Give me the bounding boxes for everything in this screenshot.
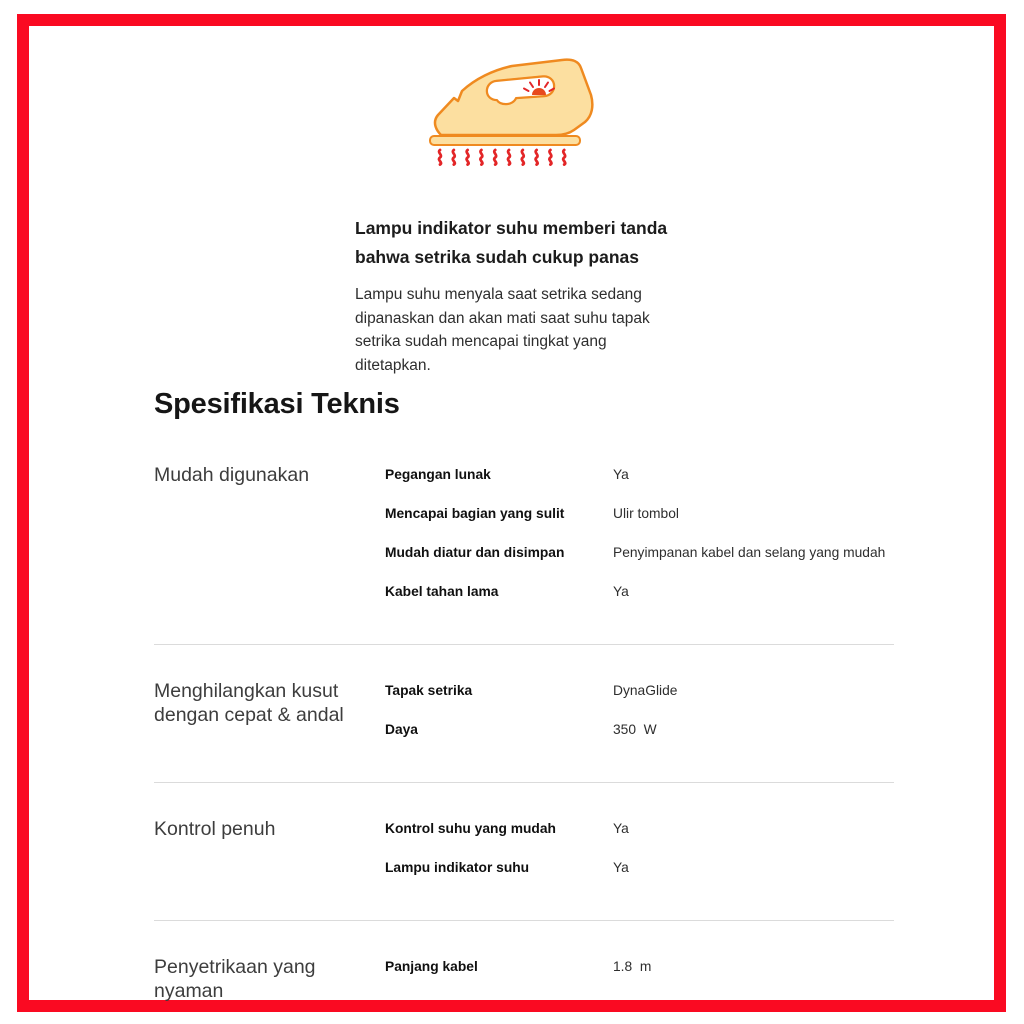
spec-label: Tapak setrika [385, 683, 473, 698]
spec-table [154, 463, 894, 1003]
spec-section-title: Penyetrikaan yang nyaman [154, 956, 316, 1002]
spec-row [385, 544, 894, 561]
spec-value: 350 W [613, 722, 657, 737]
spec-row [385, 859, 894, 876]
spec-value: Ya [613, 584, 629, 599]
spec-value: Ya [613, 821, 629, 836]
spec-section-penyetrikaan-nyaman [154, 955, 894, 1003]
spec-row [385, 958, 894, 975]
spec-label: Kabel tahan lama [385, 584, 499, 599]
iron-drawing [428, 54, 610, 166]
feature-title: Lampu indikator suhu memberi tanda bahwa setrika sudah cukup panas [355, 218, 668, 267]
spec-value: Penyimpanan kabel dan selang yang mudah [613, 545, 886, 560]
spec-label: Panjang kabel [385, 959, 478, 974]
spec-value: DynaGlide [613, 683, 678, 698]
spec-row [385, 820, 894, 837]
heat-waves-icon [439, 150, 565, 165]
spec-section-kontrol-penuh [154, 817, 894, 876]
spec-value: Ulir tombol [613, 506, 679, 521]
spec-value: Ya [613, 860, 629, 875]
spec-section-mudah-digunakan [154, 463, 894, 600]
spec-label: Mudah diatur dan disimpan [385, 545, 565, 560]
spec-label: Kontrol suhu yang mudah [385, 821, 556, 836]
spec-rows [385, 679, 894, 738]
section-divider [154, 644, 894, 645]
section-divider [154, 782, 894, 783]
section-divider [154, 920, 894, 921]
spec-rows [385, 817, 894, 876]
spec-rows [385, 955, 894, 975]
spec-section-menghilangkan-kusut [154, 679, 894, 738]
spec-section-title: Mudah digunakan [154, 464, 310, 486]
spec-section-title: Kontrol penuh [154, 818, 276, 840]
spec-value: Ya [613, 467, 629, 482]
feature-description: Lampu suhu menyala saat setrika sedang dipanaskan dan akan mati saat suhu tapak setrika sudah mencapai tingkat yang ditetapkan. [355, 286, 650, 374]
spec-rows [385, 463, 894, 600]
specifications-heading: Spesifikasi Teknis [154, 388, 400, 420]
spec-row [385, 682, 894, 699]
iron-soleplate [430, 136, 580, 145]
spec-row [385, 466, 894, 483]
spec-row [385, 583, 894, 600]
spec-value: 1.8 m [613, 959, 652, 974]
iron-illustration [428, 54, 610, 166]
spec-label: Mencapai bagian yang sulit [385, 506, 565, 521]
spec-section-title: Menghilangkan kusut dengan cepat & andal [154, 680, 344, 726]
spec-label: Daya [385, 722, 418, 737]
spec-row [385, 721, 894, 738]
spec-label: Lampu indikator suhu [385, 860, 530, 875]
spec-label: Pegangan lunak [385, 467, 491, 482]
spec-row [385, 505, 894, 522]
